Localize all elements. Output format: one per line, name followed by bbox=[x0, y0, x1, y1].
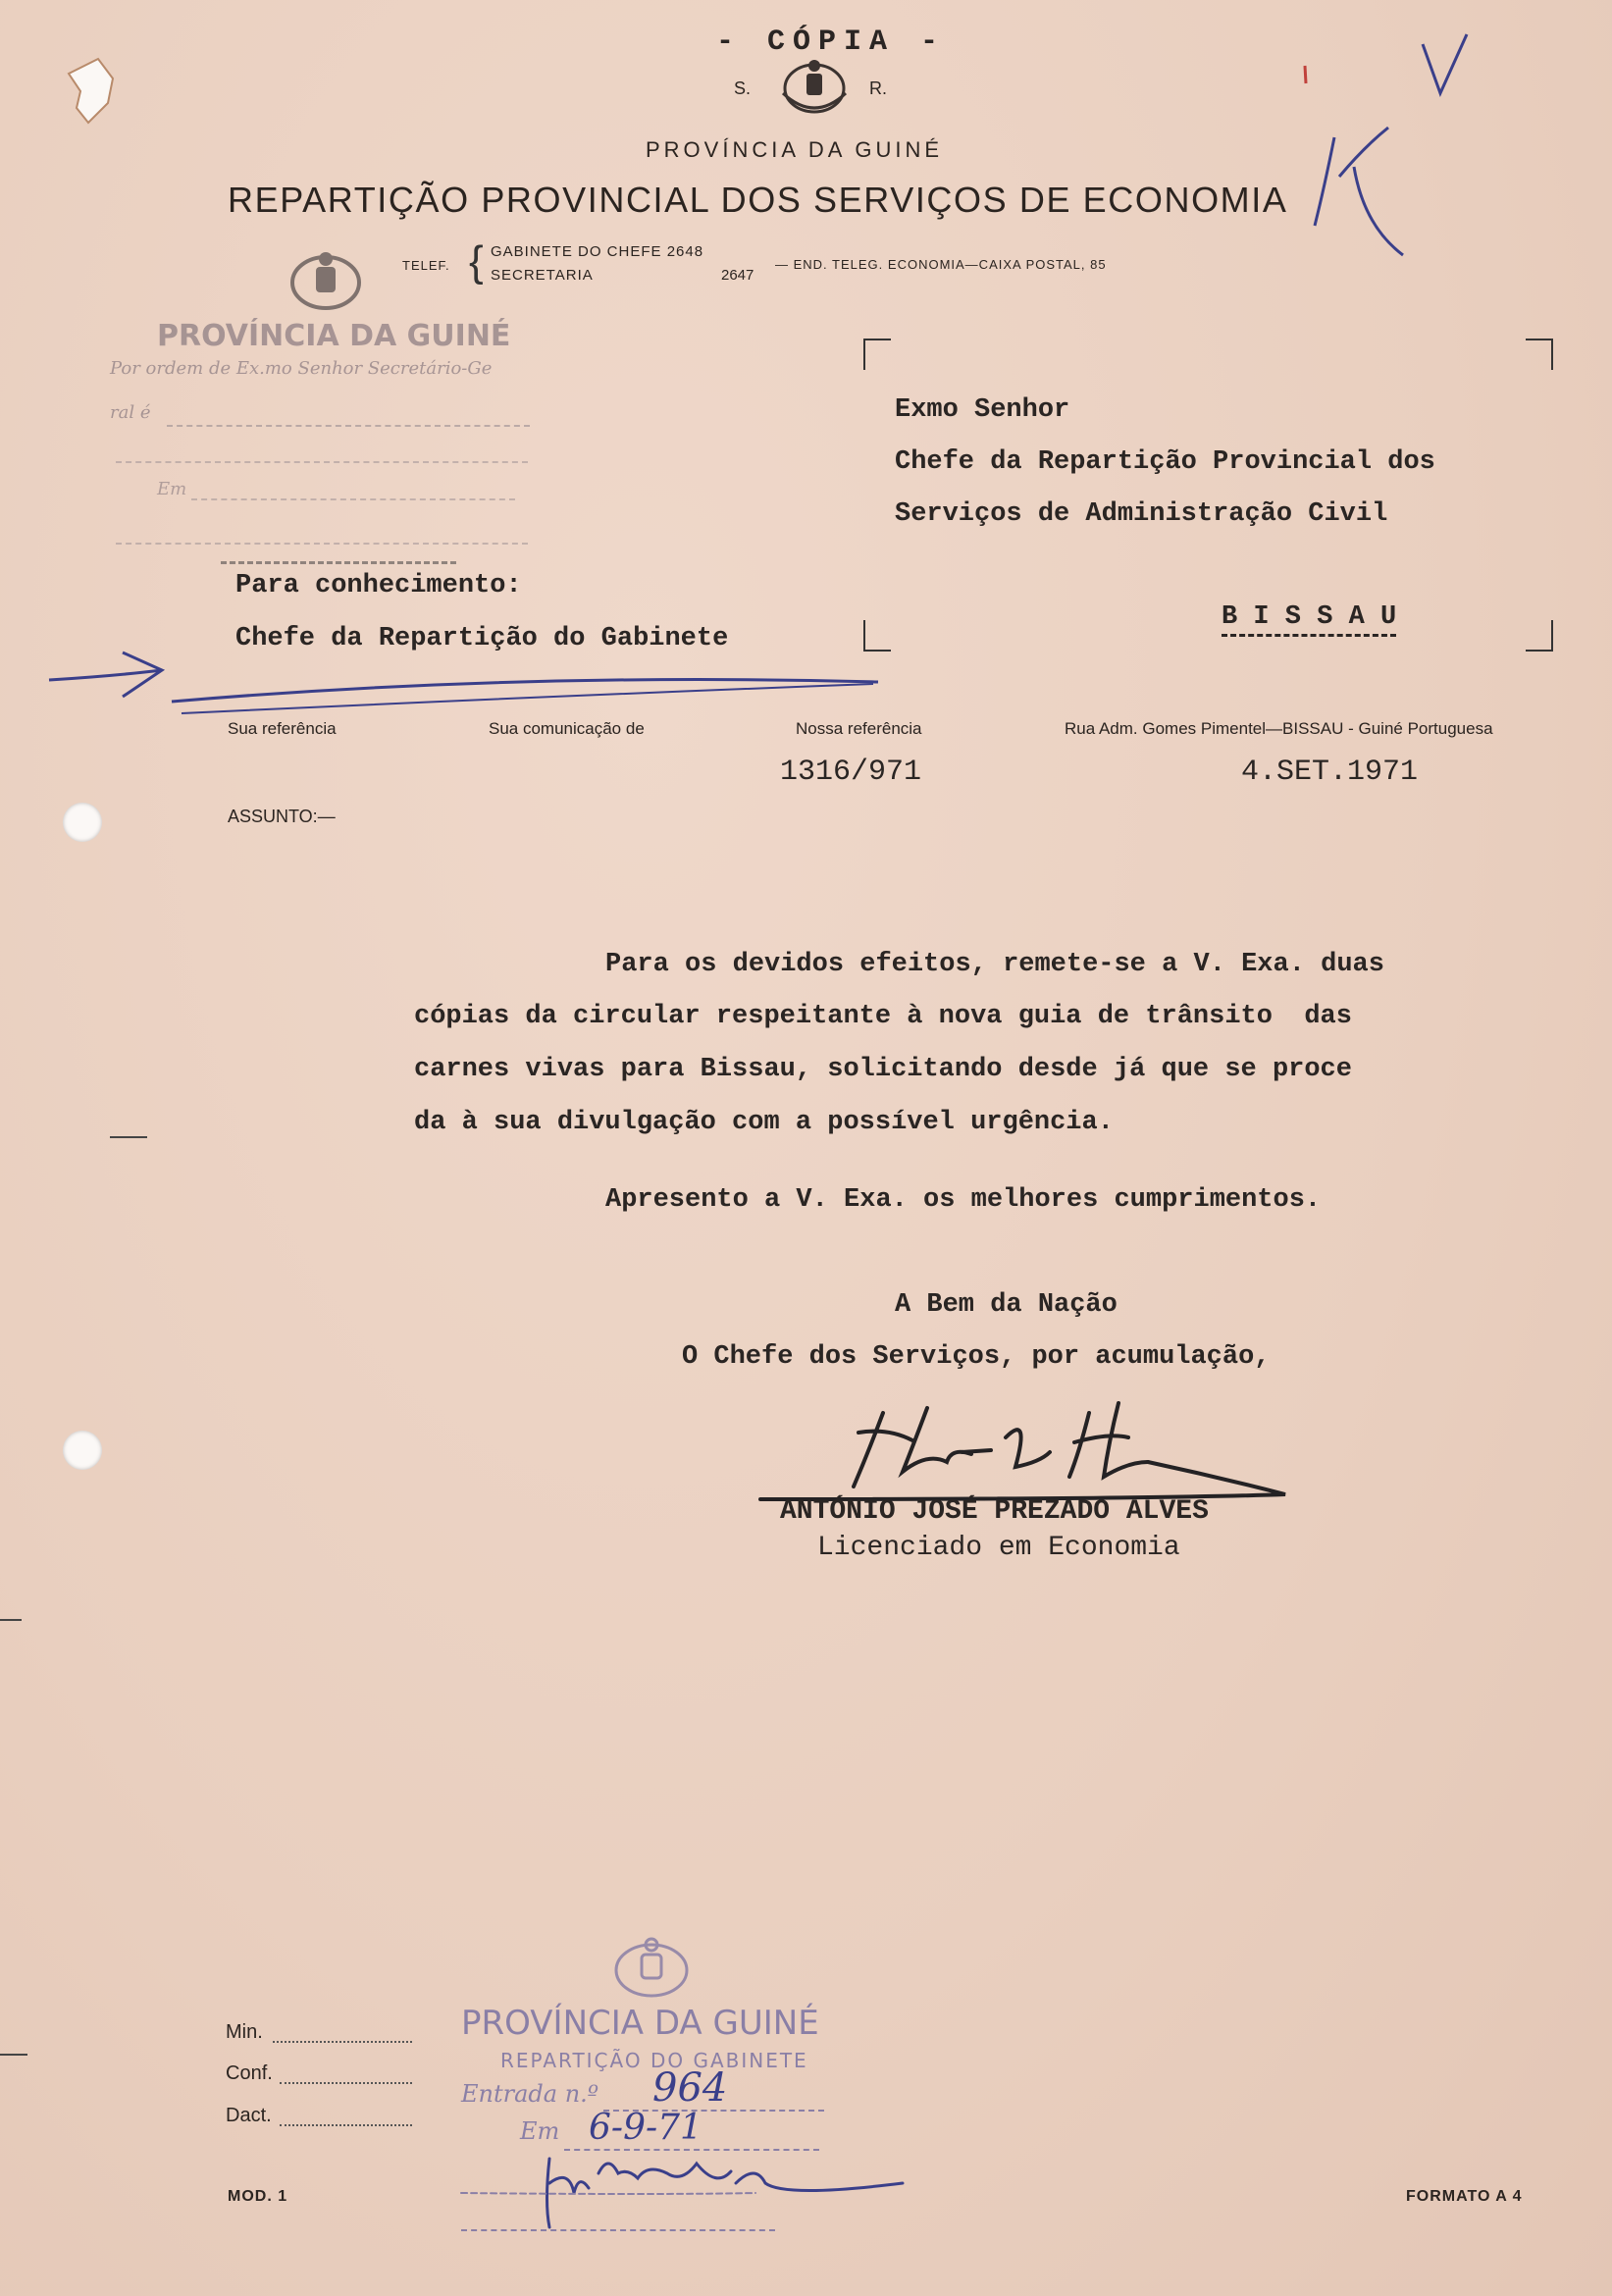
date-value: 4.SET.1971 bbox=[1241, 756, 1419, 789]
small-emblem-icon bbox=[280, 245, 373, 319]
signatory-title: Licenciado em Economia bbox=[817, 1533, 1180, 1563]
left-stamp-dotline4 bbox=[116, 543, 528, 545]
phone-cabinet: GABINETE DO CHEFE 2648 bbox=[491, 243, 704, 260]
bracket-top-left bbox=[863, 339, 891, 370]
conf-label: Conf. bbox=[226, 2062, 273, 2084]
telef-label: TELEF. bbox=[402, 258, 450, 273]
em-label: Em bbox=[520, 2117, 560, 2145]
stamp-bottom-line bbox=[461, 2229, 775, 2231]
left-stamp-line1: PROVÍNCIA DA GUINÉ bbox=[157, 319, 511, 353]
em-value: 6-9-71 bbox=[589, 2108, 702, 2148]
province-heading: PROVÍNCIA DA GUINÉ bbox=[646, 137, 944, 162]
bracket-bottom-right bbox=[1526, 620, 1553, 652]
formato-label: FORMATO A 4 bbox=[1406, 2188, 1523, 2205]
stamp-initials bbox=[461, 2144, 912, 2232]
handwritten-check-mark bbox=[1413, 25, 1491, 103]
recipient-line1: Exmo Senhor bbox=[895, 395, 1070, 425]
department-heading: REPARTIÇÃO PROVINCIAL DOS SERVIÇOS DE ECONOMIA bbox=[228, 180, 1288, 220]
left-stamp-dotline2 bbox=[116, 461, 528, 463]
body-paragraph2: Apresento a V. Exa. os melhores cumprimentos. bbox=[605, 1185, 1322, 1215]
dact-dotline bbox=[280, 2124, 412, 2126]
phone-secretary-label: SECRETARIA bbox=[491, 267, 594, 284]
handwritten-note bbox=[1442, 29, 1443, 30]
mod-label: MOD. 1 bbox=[228, 2188, 288, 2205]
cc-overline bbox=[221, 561, 456, 564]
phone-secretary-number: 2647 bbox=[721, 267, 754, 284]
nossa-referencia-value: 1316/971 bbox=[780, 756, 922, 789]
assunto-label: ASSUNTO:— bbox=[228, 807, 336, 826]
entrada-value: 964 bbox=[652, 2065, 728, 2111]
margin-tick-left-2 bbox=[0, 1619, 22, 1621]
body-line2: cópias da circular respeitante à nova guia de trânsito das bbox=[414, 1002, 1352, 1031]
stamp-emblem-icon bbox=[600, 1933, 703, 2002]
recipient-city: B I S S A U bbox=[1222, 602, 1396, 637]
seal-right-letter: R. bbox=[869, 78, 887, 98]
margin-tick-left-3 bbox=[0, 2054, 27, 2056]
handwritten-initials bbox=[1295, 108, 1423, 275]
punch-hole-top bbox=[63, 803, 102, 842]
margin-tick-left bbox=[110, 1136, 147, 1138]
nossa-referencia-label: Nossa referência bbox=[796, 719, 922, 738]
copy-mark: - CÓPIA - bbox=[716, 26, 947, 59]
signature bbox=[755, 1393, 1305, 1506]
seal-left-letter: S. bbox=[734, 78, 752, 98]
address-label: Rua Adm. Gomes Pimentel—BISSAU - Guiné Portuguesa bbox=[1065, 719, 1493, 738]
sua-comunicacao-label: Sua comunicação de bbox=[489, 719, 645, 738]
red-tick-mark bbox=[1300, 64, 1312, 88]
recipient-line2: Chefe da Repartição Provincial dos bbox=[895, 447, 1435, 477]
entry-stamp-line2: REPARTIÇÃO DO GABINETE bbox=[500, 2049, 808, 2072]
closing-role: O Chefe dos Serviços, por acumulação, bbox=[682, 1342, 1271, 1372]
body-line3: carnes vivas para Bissau, solicitando desde já que se proce bbox=[414, 1055, 1352, 1084]
handwritten-arrow bbox=[44, 643, 888, 721]
punch-hole-bottom bbox=[63, 1431, 102, 1470]
entry-stamp-line1: PROVÍNCIA DA GUINÉ bbox=[461, 2004, 819, 2043]
telegraph-address: — END. TELEG. ECONOMIA—CAIXA POSTAL, 85 bbox=[775, 257, 1107, 272]
cc-label: Para conhecimento: bbox=[235, 571, 522, 600]
body-line1: Para os devidos efeitos, remete-se a V. Exa. duas bbox=[605, 950, 1384, 979]
left-stamp-dotline1 bbox=[167, 425, 530, 427]
brace: { bbox=[469, 237, 484, 286]
entrada-label: Entrada n.º bbox=[461, 2080, 599, 2108]
bracket-top-right bbox=[1526, 339, 1553, 370]
body-line4: da à sua divulgação com a possível urgência. bbox=[414, 1108, 1114, 1137]
closing-motto: A Bem da Nação bbox=[895, 1290, 1118, 1320]
torn-corner bbox=[59, 54, 147, 132]
cc-target: Chefe da Repartição do Gabinete bbox=[235, 624, 729, 653]
left-stamp-line2: Por ordem de Ex.mo Senhor Secretário-Ge bbox=[110, 358, 493, 379]
left-stamp-line3: ral é bbox=[110, 402, 151, 423]
left-stamp-dotline3 bbox=[191, 498, 515, 500]
left-stamp-line4: Em bbox=[157, 479, 187, 499]
dact-label: Dact. bbox=[226, 2105, 272, 2126]
coat-of-arms-icon bbox=[775, 54, 854, 123]
min-label: Min. bbox=[226, 2021, 263, 2043]
sua-referencia-label: Sua referência bbox=[228, 719, 337, 738]
min-dotline bbox=[273, 2041, 412, 2043]
signatory-name: ANTÓNIO JOSÉ PREZADO ALVES bbox=[780, 1496, 1209, 1527]
conf-dotline bbox=[280, 2082, 412, 2084]
recipient-line3: Serviços de Administração Civil bbox=[895, 499, 1388, 529]
